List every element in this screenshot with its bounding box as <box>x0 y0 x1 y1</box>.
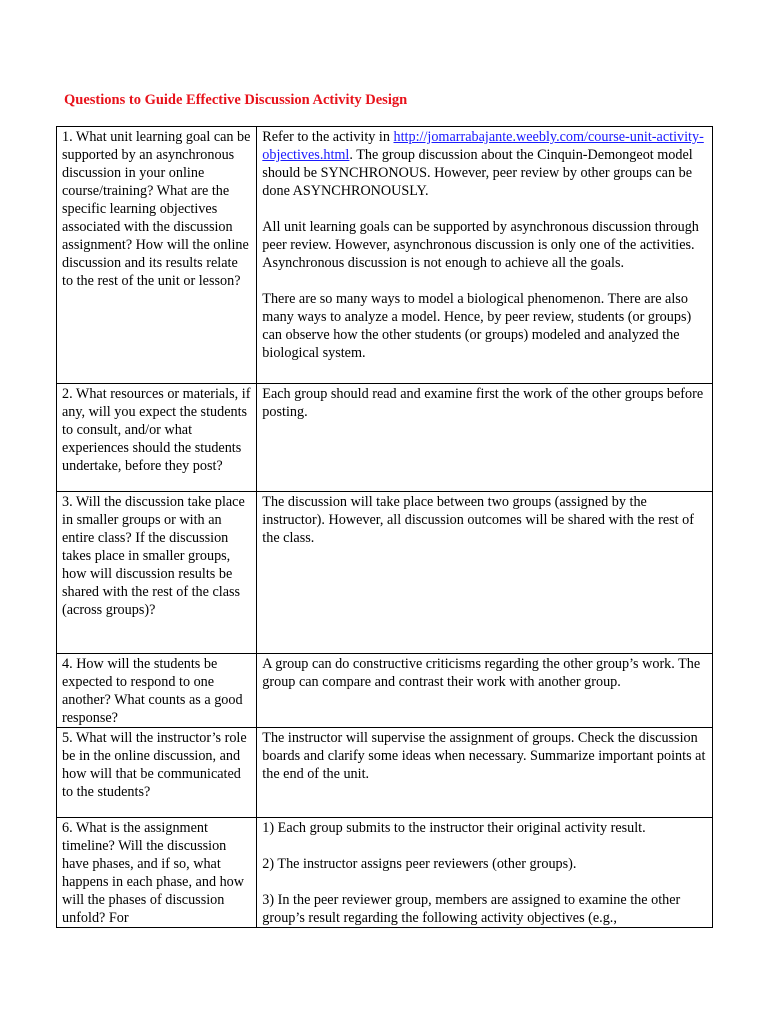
table-row <box>57 492 713 654</box>
question-cell-1: 1. What unit learning goal can be supported by an asynchronous discussion in your online course/training? What are the specific learning objectives associated with the discussion assignment? How will the online discussion and its results relate to the rest of the unit or lesson? <box>57 127 257 384</box>
answer-cell-6 <box>257 818 713 928</box>
answer-1-after-link: . The group discussion about the Cinquin-Demongeot model should be SYNCHRONOUS. However, peer review by other groups can be done ASYNCHRONOUSLY. <box>262 147 693 199</box>
page-title: Questions to Guide Effective Discussion Activity Design <box>64 92 408 108</box>
table-row <box>57 127 713 384</box>
answer-cell-2: Each group should read and examine first the work of the other groups before posting. <box>257 384 713 492</box>
answer-cell-1 <box>257 127 713 384</box>
answer-6-paragraph-2: 2) The instructor assigns peer reviewers (other groups). <box>262 856 577 872</box>
answer-1-intro: Refer to the activity in <box>262 129 394 145</box>
answer-cell-4: A group can do constructive criticisms regarding the other group’s work. The group can compare and contrast their work with another group. <box>257 654 713 728</box>
discussion-design-table <box>56 126 713 928</box>
answer-6-paragraph-3: 3) In the peer reviewer group, members are assigned to examine the other group’s result regarding the following activity objectives (e.g., <box>262 892 681 926</box>
table-row <box>57 728 713 818</box>
answer-1-paragraph-2: All unit learning goals can be supported by asynchronous discussion through peer review. However, asynchronous discussion is only one of the activities. Asynchronous discussion is not enough to achieve all the goals. <box>262 219 699 271</box>
question-cell-4: 4. How will the students be expected to respond to one another? What counts as a good response? <box>57 654 257 728</box>
answer-6-paragraph-1: 1) Each group submits to the instructor their original activity result. <box>262 820 646 836</box>
table-row <box>57 384 713 492</box>
question-cell-2: 2. What resources or materials, if any, will you expect the students to consult, and/or what experiences should the students undertake, before they post? <box>57 384 257 492</box>
answer-1-paragraph-1 <box>262 128 707 200</box>
question-cell-6: 6. What is the assignment timeline? Will the discussion have phases, and if so, what happens in each phase, and how will the phases of discussion unfold? For <box>57 818 257 928</box>
answer-cell-5: The instructor will supervise the assignment of groups. Check the discussion boards and clarify some ideas when necessary. Summarize important points at the end of the unit. <box>257 728 713 818</box>
activity-objectives-link[interactable]: http://jomarrabajante.weebly.com/course-unit-activity-objectives.html <box>262 129 704 163</box>
table-row <box>57 654 713 728</box>
answer-1-paragraph-3: There are so many ways to model a biological phenomenon. There are also many ways to analyze a model. Hence, by peer review, students (or groups) can observe how the other students (or groups) modeled and analyzed the biological system. <box>262 291 692 361</box>
question-cell-3: 3. Will the discussion take place in smaller groups or with an entire class? If the discussion takes place in smaller groups, how will discussion results be shared with the rest of the class (across groups)? <box>57 492 257 654</box>
table-row <box>57 818 713 928</box>
question-cell-5: 5. What will the instructor’s role be in the online discussion, and how will that be communicated to the students? <box>57 728 257 818</box>
answer-cell-3: The discussion will take place between two groups (assigned by the instructor). However, all discussion outcomes will be shared with the rest of the class. <box>257 492 713 654</box>
